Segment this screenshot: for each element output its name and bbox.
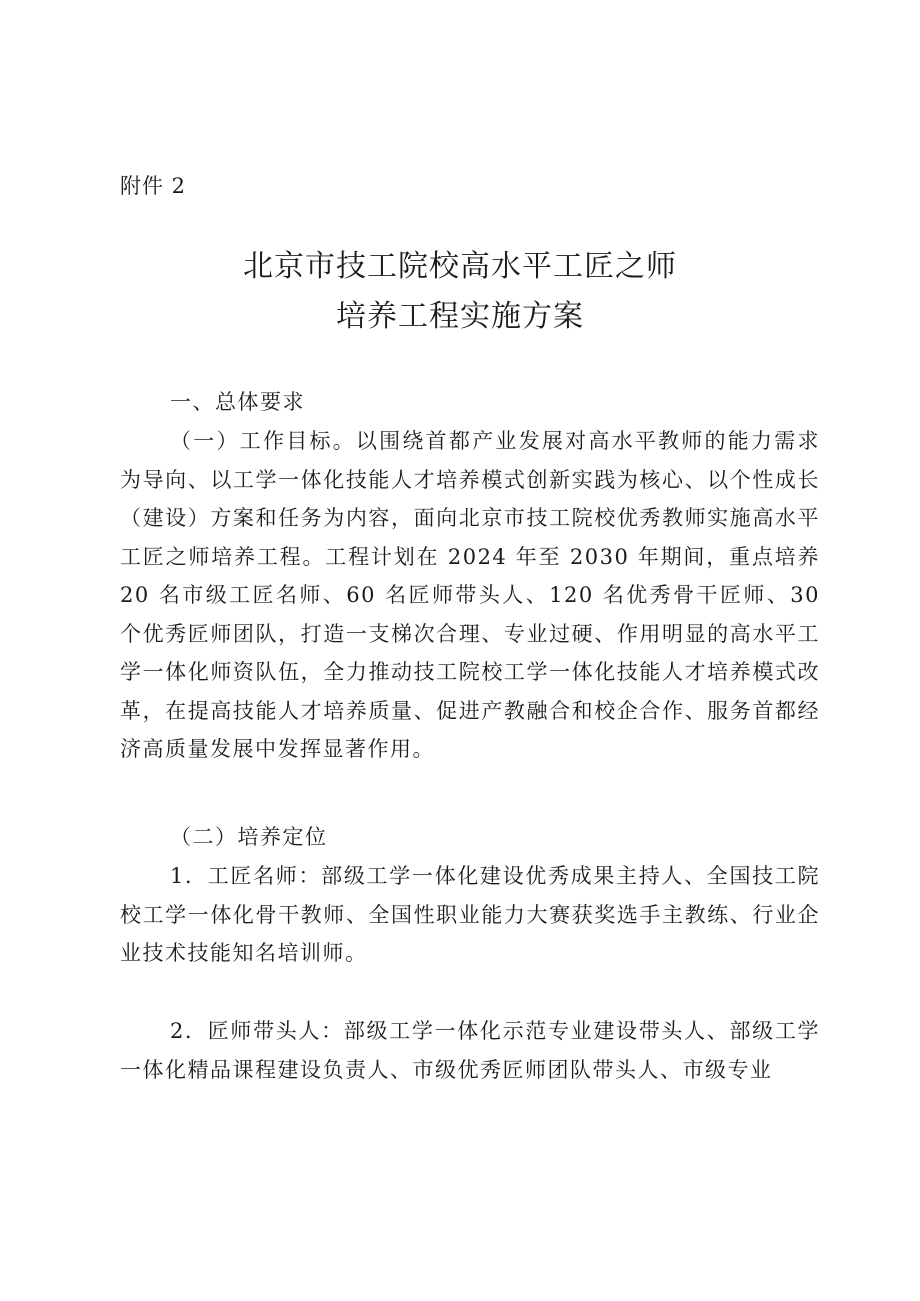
list-item-master-craftsman: 1．工匠名师：部级工学一体化建设优秀成果主持人、全国技工院校工学一体化骨干教师、全国性职业能力大赛获奖选手主教练、行业企业技术技能知名培训师。 [120, 864, 820, 965]
attachment-label: 附件 2 [120, 174, 187, 198]
paragraph-work-goal: （一）工作目标。以围绕首都产业发展对高水平教师的能力需求为导向、以工学一体化技能人才培养模式创新实践为核心、以个性成长（建设）方案和任务为内容，面向北京市技工院校优秀教师实施高水平工匠之师培养工程。工程计划在 2024 年至 2030 年期间，重点培养 20 名市级工匠名师、60 名匠师带头人、120 名优秀骨干匠师、30 个优秀匠师团队，打造一支梯次合理、专业过硬、作用明显的高水平工学一体化师资队伍，全力推动技工院校工学一体化技能人才培养模式改革，在提高技能人才培养质量、促进产教融合和校企合作、服务首都经济高质量发展中发挥显著作用。 [120, 429, 820, 761]
document-title-line-1: 北京市技工院校高水平工匠之师 [243, 249, 677, 284]
document-title-line-2: 培养工程实施方案 [336, 299, 584, 334]
section-heading-general-requirements: 一、总体要求 [170, 390, 305, 414]
list-item-lead-craftsman: 2．匠师带头人：部级工学一体化示范专业建设带头人、部级工学一体化精品课程建设负责人、市级优秀匠师团队带头人、市级专业 [120, 1019, 820, 1082]
subsection-heading-training-positioning: （二）培养定位 [170, 825, 328, 849]
